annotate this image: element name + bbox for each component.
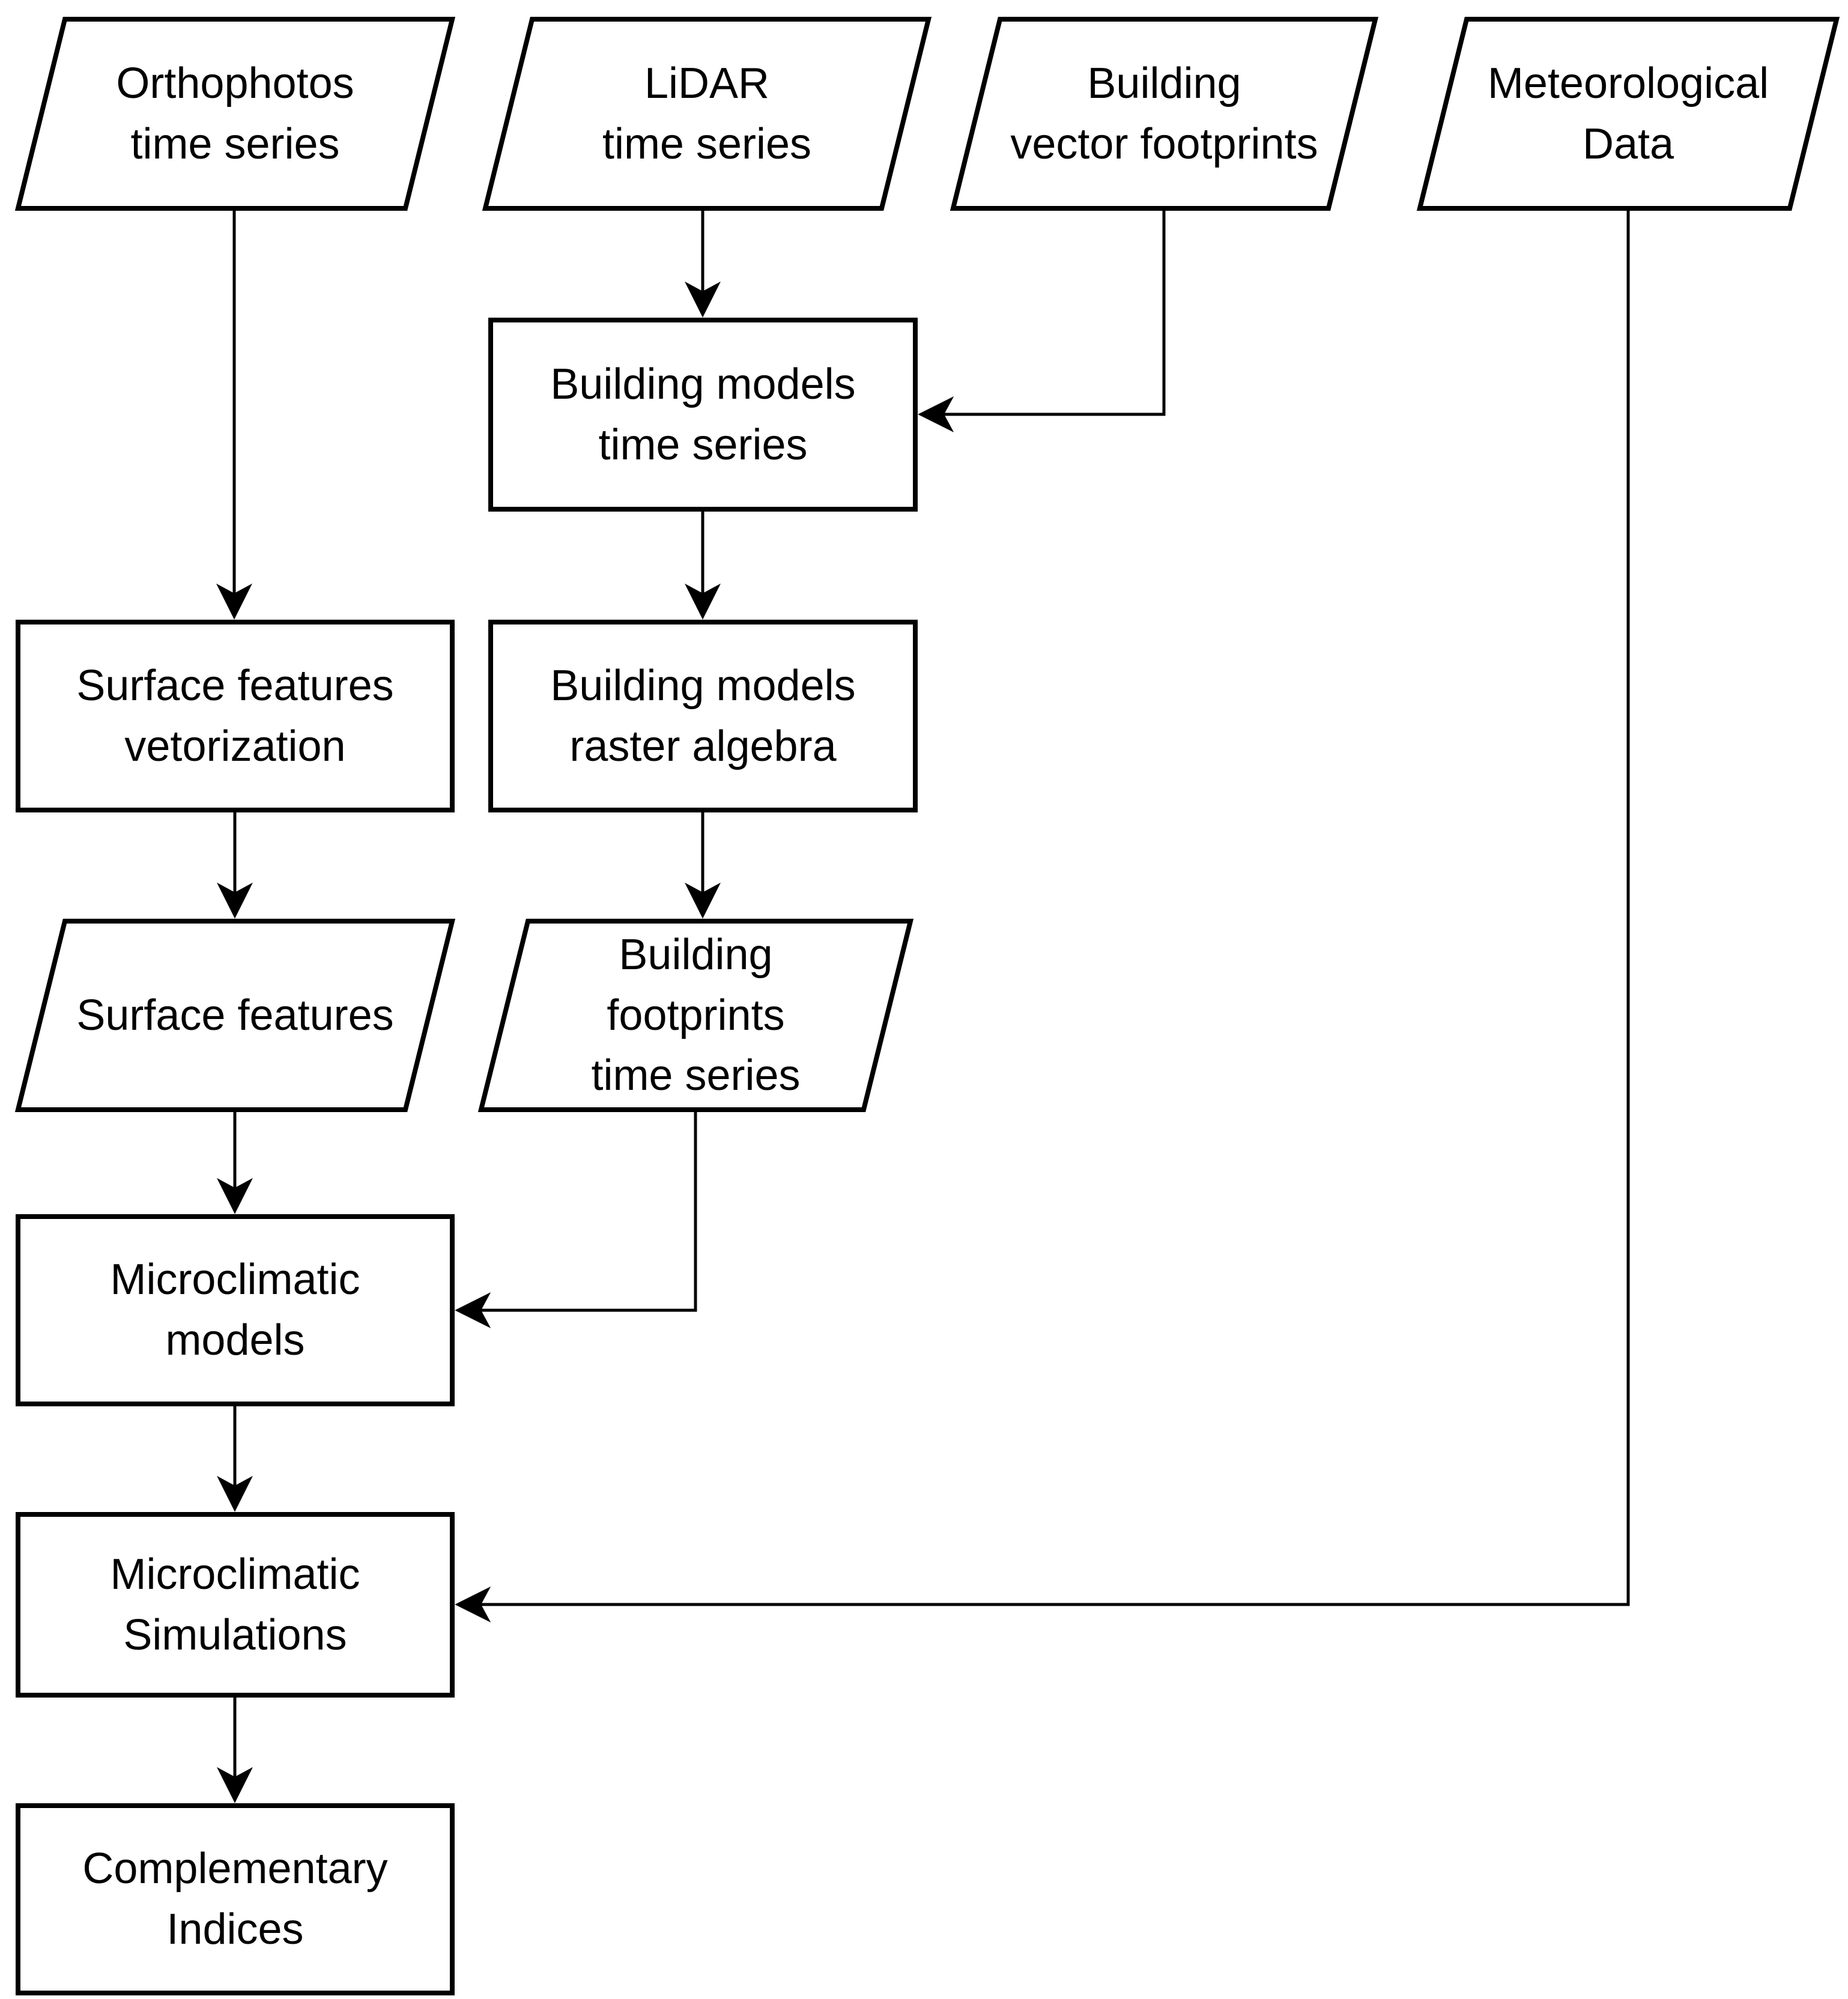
building-vector-footprints-label: Building vector footprints [1010,59,1318,168]
building-footprints-time-series-shape [481,921,910,1110]
meteorological-data-label: Meteorological Data [1487,59,1769,168]
microclimatic-models-shape [18,1217,452,1404]
lidar-time-series-shape [485,19,929,208]
building-models-time-series-shape [491,320,915,509]
microclimatic-simulations-shape [18,1514,452,1695]
surface-features-shape [18,921,452,1110]
complementary-indices-shape [18,1806,452,1993]
building-footprints-time-series-label: Building footprints time series [591,930,801,1100]
building-vector-footprints-shape [953,19,1375,208]
orthophotos-time-series-label: Orthophotos time series [116,59,354,168]
microclimatic-simulations-label: Microclimatic Simulations [110,1550,360,1659]
surface-features-label: Surface features [76,991,394,1039]
lidar-time-series-label: LiDAR time series [602,59,812,168]
microclimatic-models-label: Microclimatic models [110,1256,360,1364]
building-models-time-series-label: Building models time series [550,360,856,469]
complementary-indices-label: Complementary Indices [82,1845,388,1953]
surface-features-vetorization-shape [18,622,452,810]
surface-features-vetorization-label: Surface features vetorization [76,661,394,770]
building-models-raster-algebra-shape [491,622,915,810]
orthophotos-time-series-shape [18,19,452,208]
meteorological-data-shape [1420,19,1837,208]
edge-building-footprints-time-series-to-microclimatic-models [481,1110,695,1310]
edge-building-vector-footprints-to-building-models-time-series [944,208,1164,414]
building-models-raster-algebra-label: Building models raster algebra [550,661,856,770]
